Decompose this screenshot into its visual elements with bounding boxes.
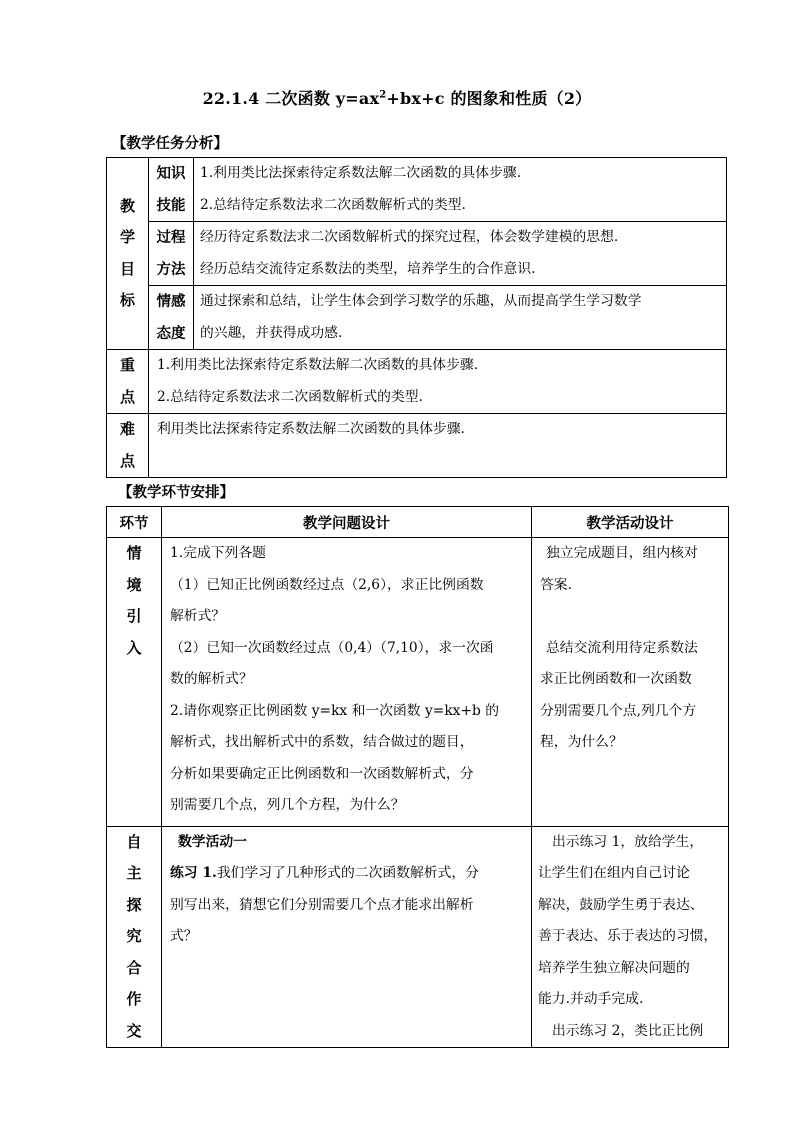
goal-label: 教 学 目 标 bbox=[107, 158, 149, 350]
title-superscript: 2 bbox=[379, 89, 387, 101]
question-design-intro: 1.完成下列各题 （1）已知正比例函数经过点（2,6），求正比例函数 解析式？ （2）已知一次函数经过点（0,4）（7,10），求一次函 数的解析式？ 2.请你观察正比例函数 y=kx 和一次函数 y=kx+b 的 解析式，找出解析式中的系数，结合做过的题目， 分析如果要确定正比例函数和一次函数解析式，分 别需要几个点，列几个方程，为什么？ bbox=[162, 538, 532, 827]
emotion-attitude-content: 通过探索和总结，让学生体会到学习数学的乐趣，从而提高学生学习数学 的兴趣，并获得成功感. bbox=[194, 286, 727, 350]
difficult-point-label: 难 点 bbox=[107, 414, 149, 478]
key-point-content: 1.利用类比法探索待定系数法解二次函数的具体步骤. 2.总结待定系数法求二次函数解析式的类型. bbox=[149, 350, 727, 414]
stage-situation-intro: 情 境 引 入 bbox=[107, 538, 162, 827]
title-prefix: 22.1.4 二次函数 y=ax bbox=[202, 89, 380, 108]
process-method-content: 经历待定系数法求二次函数解析式的探究过程，体会数学建模的思想. 经历总结交流待定系数法的类型，培养学生的合作意识. bbox=[194, 222, 727, 286]
key-point-label: 重 点 bbox=[107, 350, 149, 414]
header-stage: 环节 bbox=[107, 507, 162, 538]
section-plan-heading: 【教学环节安排】 bbox=[118, 484, 234, 501]
section-task-analysis-heading: 【教学任务分析】 bbox=[112, 135, 228, 152]
difficult-point-content: 利用类比法探索待定系数法解二次函数的具体步骤. bbox=[149, 414, 727, 478]
header-question-design: 教学问题设计 bbox=[162, 507, 532, 538]
stage-self-explore: 自 主 探 究 合 作 交 bbox=[107, 826, 162, 1048]
lesson-plan-table bbox=[106, 506, 729, 1048]
knowledge-skill-label: 知识 技能 bbox=[149, 158, 194, 222]
activity-design-explore: 出示练习 1，放给学生， 让学生们在组内自己讨论 解决，鼓励学生勇于表达、 善于表达、乐于表达的习惯， 培养学生独立解决问题的 能力.并动手完成. 出示练习 2，类比正比例 bbox=[532, 826, 729, 1048]
activity-design-intro: 独立完成题目，组内核对 答案. 总结交流利用待定系数法 求正比例函数和一次函数 分别需要几个点,列几个方 程，为什么？ bbox=[532, 538, 729, 827]
header-activity-design: 教学活动设计 bbox=[532, 507, 729, 538]
task-analysis-table bbox=[106, 157, 727, 478]
knowledge-skill-content: 1.利用类比法探索待定系数法解二次函数的具体步骤. 2.总结待定系数法求二次函数解析式的类型. bbox=[194, 158, 727, 222]
emotion-attitude-label: 情感 态度 bbox=[149, 286, 194, 350]
question-design-explore: 数学活动一 练习 1.我们学习了几种形式的二次函数解析式，分 别写出来，猜想它们分别需要几个点才能求出解析 式？ bbox=[162, 826, 532, 1048]
process-method-label: 过程 方法 bbox=[149, 222, 194, 286]
title-suffix: +bx+c 的图象和性质（2） bbox=[386, 89, 592, 108]
document-title bbox=[0, 86, 794, 109]
